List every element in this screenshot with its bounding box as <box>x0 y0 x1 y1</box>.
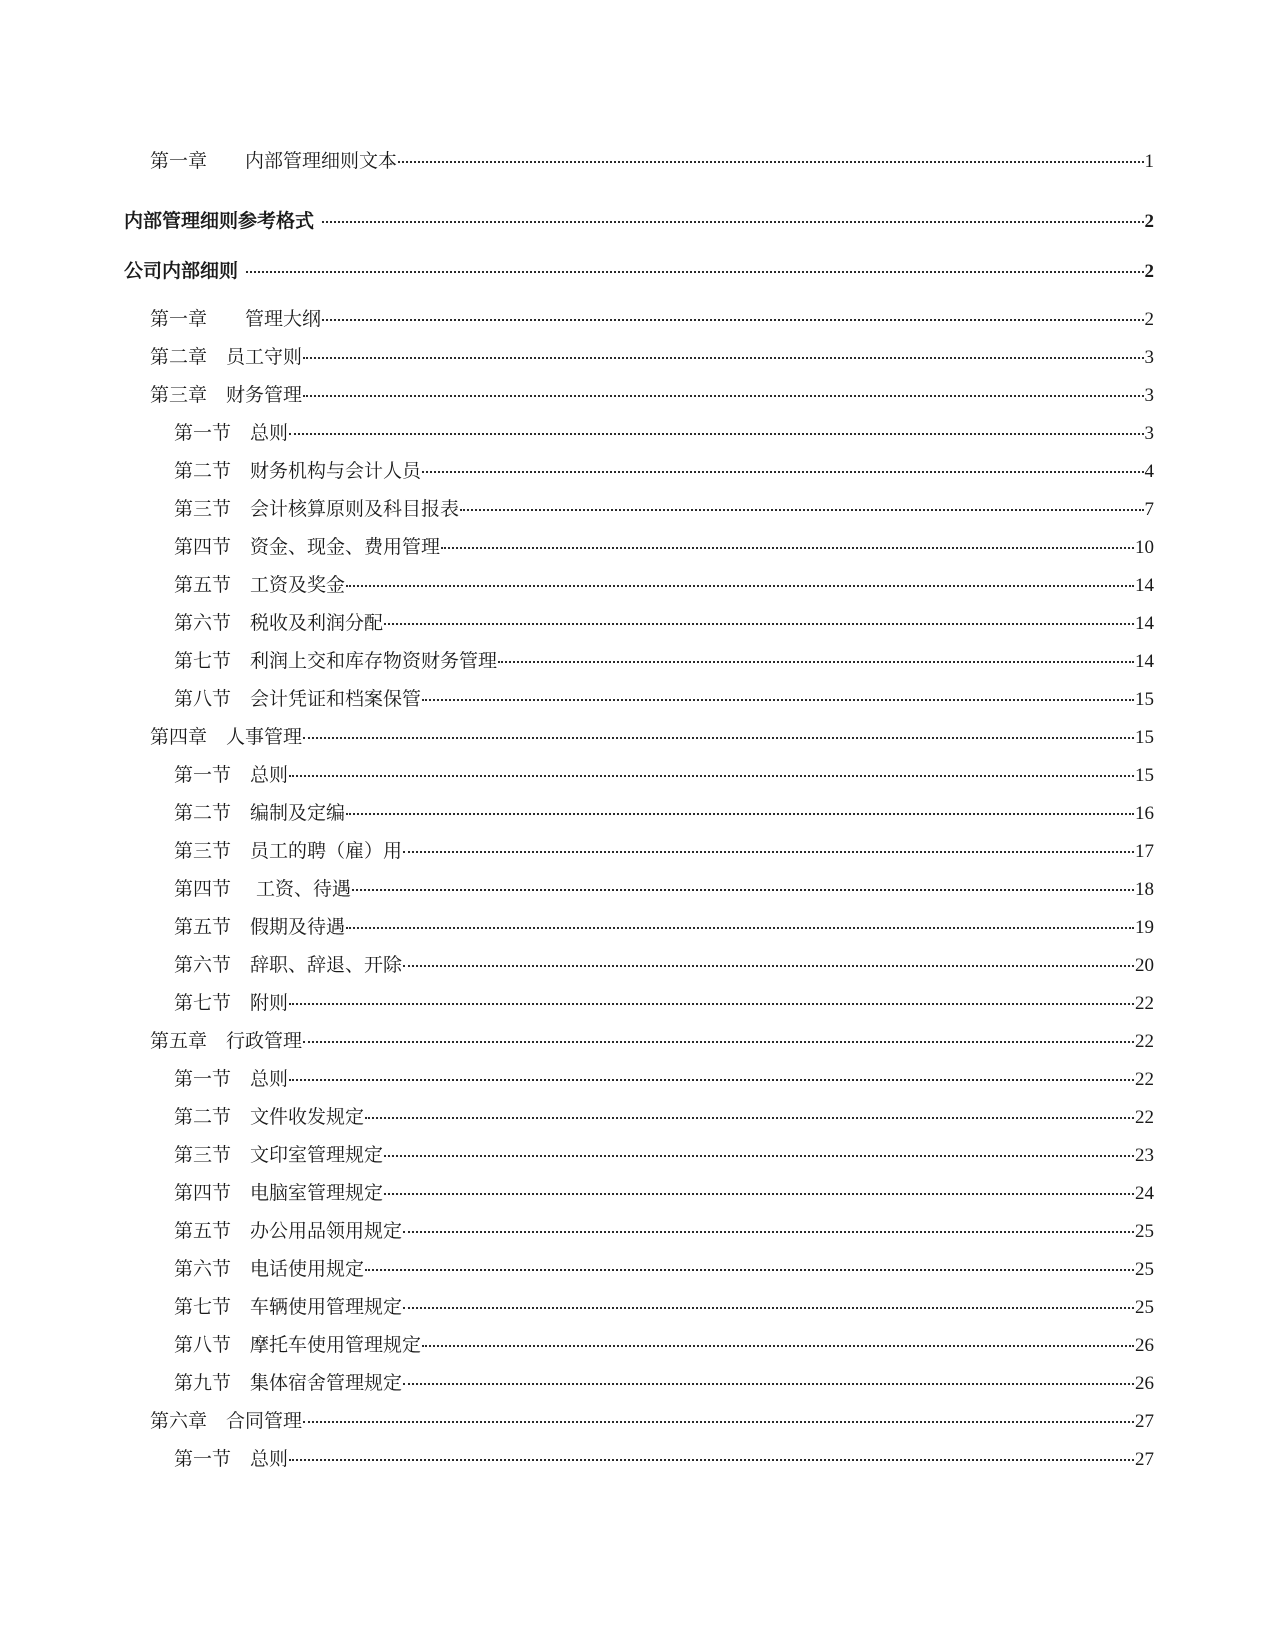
dot-leader <box>398 148 1143 167</box>
dot-leader <box>303 1408 1134 1427</box>
toc-entry-title: 第四节 工资、待遇 <box>174 878 352 900</box>
toc-entry-title: 第二节 财务机构与会计人员 <box>174 460 422 482</box>
dot-leader <box>403 1370 1134 1389</box>
dot-leader <box>422 458 1143 477</box>
toc-entry[interactable] <box>124 1066 1154 1092</box>
toc-entry-page-number: 27 <box>1135 1411 1154 1432</box>
table-of-contents <box>124 148 1154 1472</box>
dot-leader <box>322 208 1144 227</box>
toc-entry-page-number: 15 <box>1135 727 1154 748</box>
toc-entry-title: 第三节 员工的聘（雇）用 <box>174 840 403 862</box>
toc-entry[interactable] <box>124 1028 1154 1054</box>
dot-leader <box>289 1066 1134 1085</box>
toc-entry[interactable] <box>124 306 1154 332</box>
toc-entry-page-number: 27 <box>1135 1449 1154 1470</box>
toc-entry[interactable] <box>124 648 1154 674</box>
toc-entry-title: 第三节 会计核算原则及科目报表 <box>174 498 460 520</box>
toc-entry-page-number: 18 <box>1135 879 1154 900</box>
toc-entry-page-number: 14 <box>1135 651 1154 672</box>
toc-entry-page-number: 2 <box>1144 309 1154 330</box>
toc-entry-title: 第六节 辞职、辞退、开除 <box>174 954 403 976</box>
toc-entry[interactable] <box>124 838 1154 864</box>
toc-entry[interactable] <box>124 952 1154 978</box>
toc-entry-page-number: 22 <box>1135 993 1154 1014</box>
toc-entry-title: 第五节 工资及奖金 <box>174 574 346 596</box>
toc-entry[interactable] <box>124 1408 1154 1434</box>
toc-entry-title: 公司内部细则 <box>124 260 245 282</box>
toc-entry[interactable] <box>124 610 1154 636</box>
toc-entry[interactable] <box>124 382 1154 408</box>
toc-entry[interactable] <box>124 1142 1154 1168</box>
toc-entry-page-number: 2 <box>1144 211 1154 232</box>
toc-entry-page-number: 22 <box>1135 1107 1154 1128</box>
toc-entry-title: 内部管理细则参考格式 <box>124 210 321 232</box>
toc-entry-page-number: 23 <box>1135 1145 1154 1166</box>
dot-leader <box>422 1332 1134 1351</box>
dot-leader <box>289 762 1134 781</box>
toc-entry-title: 第一节 总则 <box>174 764 289 786</box>
dot-leader <box>346 800 1134 819</box>
toc-entry-page-number: 25 <box>1135 1297 1154 1318</box>
dot-leader <box>441 534 1134 553</box>
toc-entry-title: 第四章 人事管理 <box>150 726 303 748</box>
toc-entry-title: 第七节 利润上交和库存物资财务管理 <box>174 650 498 672</box>
toc-entry-title: 第四节 资金、现金、费用管理 <box>174 536 441 558</box>
dot-leader <box>246 258 1144 277</box>
toc-entry-title: 第七节 车辆使用管理规定 <box>174 1296 403 1318</box>
toc-entry-page-number: 10 <box>1135 537 1154 558</box>
toc-entry-title: 第五节 办公用品领用规定 <box>174 1220 403 1242</box>
toc-entry[interactable] <box>124 990 1154 1016</box>
dot-leader <box>403 952 1134 971</box>
toc-entry-page-number: 15 <box>1135 689 1154 710</box>
toc-entry-page-number: 20 <box>1135 955 1154 976</box>
toc-entry-title: 第八节 会计凭证和档案保管 <box>174 688 422 710</box>
dot-leader <box>365 1256 1134 1275</box>
toc-entry-title: 第六节 税收及利润分配 <box>174 612 384 634</box>
dot-leader <box>422 686 1134 705</box>
toc-entry[interactable] <box>124 458 1154 484</box>
toc-entry[interactable] <box>124 914 1154 940</box>
toc-entry-page-number: 25 <box>1135 1221 1154 1242</box>
toc-entry-page-number: 3 <box>1144 423 1154 444</box>
toc-entry-title: 第二节 文件收发规定 <box>174 1106 365 1128</box>
toc-entry-page-number: 25 <box>1135 1259 1154 1280</box>
toc-entry[interactable] <box>124 534 1154 560</box>
toc-entry[interactable] <box>124 572 1154 598</box>
toc-entry-title: 第一节 总则 <box>174 422 289 444</box>
toc-entry-title: 第一章 内部管理细则文本 <box>150 150 398 172</box>
dot-leader <box>403 838 1134 857</box>
toc-entry-title: 第九节 集体宿舍管理规定 <box>174 1372 403 1394</box>
dot-leader <box>289 990 1134 1009</box>
toc-entry-title: 第二章 员工守则 <box>150 346 303 368</box>
dot-leader <box>303 382 1143 401</box>
toc-entry[interactable] <box>124 496 1154 522</box>
toc-entry[interactable] <box>124 876 1154 902</box>
toc-entry-page-number: 26 <box>1135 1373 1154 1394</box>
toc-entry-page-number: 3 <box>1144 385 1154 406</box>
dot-leader <box>289 1446 1134 1465</box>
toc-entry-page-number: 19 <box>1135 917 1154 938</box>
toc-entry-title: 第一节 总则 <box>174 1448 289 1470</box>
toc-entry-page-number: 17 <box>1135 841 1154 862</box>
toc-entry[interactable] <box>124 1218 1154 1244</box>
dot-leader <box>346 572 1134 591</box>
toc-entry[interactable] <box>124 344 1154 370</box>
toc-entry[interactable] <box>124 800 1154 826</box>
toc-entry-title: 第五章 行政管理 <box>150 1030 303 1052</box>
toc-entry-title: 第七节 附则 <box>174 992 289 1014</box>
toc-entry-page-number: 2 <box>1144 261 1154 282</box>
dot-leader <box>384 610 1134 629</box>
dot-leader <box>498 648 1134 667</box>
toc-entry-title: 第一章 管理大纲 <box>150 308 322 330</box>
toc-entry-page-number: 14 <box>1135 613 1154 634</box>
toc-entry-page-number: 26 <box>1135 1335 1154 1356</box>
toc-entry[interactable] <box>124 208 1154 234</box>
toc-entry[interactable] <box>124 1370 1154 1396</box>
toc-entry-page-number: 3 <box>1144 347 1154 368</box>
dot-leader <box>384 1180 1134 1199</box>
toc-entry-page-number: 22 <box>1135 1031 1154 1052</box>
toc-entry-page-number: 24 <box>1135 1183 1154 1204</box>
toc-entry-page-number: 4 <box>1144 461 1154 482</box>
dot-leader <box>289 420 1143 439</box>
toc-entry[interactable] <box>124 1104 1154 1130</box>
dot-leader <box>460 496 1143 515</box>
toc-entry-page-number: 14 <box>1135 575 1154 596</box>
toc-entry-title: 第五节 假期及待遇 <box>174 916 346 938</box>
toc-entry[interactable] <box>124 1180 1154 1206</box>
toc-entry[interactable] <box>124 420 1154 446</box>
toc-entry[interactable] <box>124 1446 1154 1472</box>
dot-leader <box>303 344 1143 363</box>
toc-entry[interactable] <box>124 686 1154 712</box>
dot-leader <box>384 1142 1134 1161</box>
toc-entry-page-number: 1 <box>1144 151 1154 172</box>
dot-leader <box>365 1104 1134 1123</box>
toc-entry-page-number: 16 <box>1135 803 1154 824</box>
dot-leader <box>346 914 1134 933</box>
toc-entry[interactable] <box>124 258 1154 284</box>
dot-leader <box>303 1028 1134 1047</box>
toc-entry-title: 第八节 摩托车使用管理规定 <box>174 1334 422 1356</box>
toc-entry-page-number: 15 <box>1135 765 1154 786</box>
toc-entry-title: 第二节 编制及定编 <box>174 802 346 824</box>
toc-entry[interactable] <box>124 724 1154 750</box>
toc-entry[interactable] <box>124 1332 1154 1358</box>
toc-entry[interactable] <box>124 1294 1154 1320</box>
toc-entry[interactable] <box>124 148 1154 174</box>
toc-entry-title: 第六节 电话使用规定 <box>174 1258 365 1280</box>
dot-leader <box>303 724 1134 743</box>
dot-leader <box>403 1294 1134 1313</box>
toc-entry[interactable] <box>124 762 1154 788</box>
toc-entry-title: 第一节 总则 <box>174 1068 289 1090</box>
toc-entry[interactable] <box>124 1256 1154 1282</box>
dot-leader <box>322 306 1143 325</box>
dot-leader <box>352 876 1134 895</box>
toc-entry-title: 第四节 电脑室管理规定 <box>174 1182 384 1204</box>
toc-entry-title: 第三节 文印室管理规定 <box>174 1144 384 1166</box>
toc-entry-title: 第三章 财务管理 <box>150 384 303 406</box>
toc-entry-page-number: 22 <box>1135 1069 1154 1090</box>
toc-entry-title: 第六章 合同管理 <box>150 1410 303 1432</box>
dot-leader <box>403 1218 1134 1237</box>
toc-entry-page-number: 7 <box>1144 499 1154 520</box>
